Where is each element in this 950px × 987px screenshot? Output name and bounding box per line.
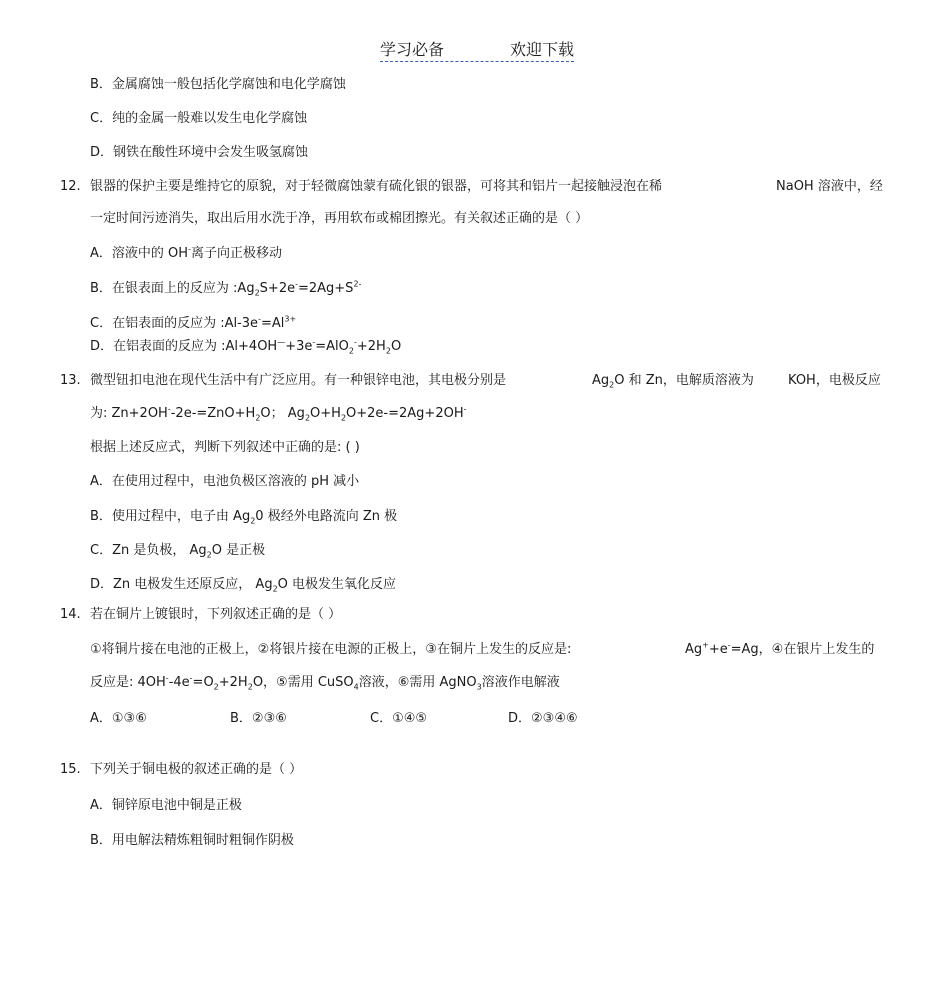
q14-option-a: A．①③⑥	[90, 711, 147, 726]
q13-stem-line3: 根据上述反应式，判断下列叙述中正确的是: ( )	[90, 440, 360, 455]
q11-option-c: C．纯的金属一般难以发生电化学腐蚀	[90, 111, 308, 126]
q12-stem-line1a: 银器的保护主要是维持它的原貌，对于轻微腐蚀蒙有硫化银的银器，可将其和铝片一起接触浸泡在稀	[90, 179, 663, 194]
q14-number: 14.	[60, 607, 81, 622]
q15-number: 15.	[60, 762, 81, 777]
q13-stem-line2: 为: $Zn+2OH^--2e-=ZnO+H_2O$； $Ag_2O+H_2O+2e-=2Ag+2OH^-$	[90, 404, 467, 423]
q12-option-a: A．溶液中的 OH-离子向正极移动	[90, 244, 282, 261]
header-left: 学习必备	[380, 40, 445, 59]
q12-option-d: D．在铝表面的反应为 $:Al+4OH^—+3e^-=AlO_2^-+2H_2O$	[90, 337, 402, 356]
q13-stem-line1d: KOH，电极反应	[788, 373, 881, 388]
q14-option-d: D．②③④⑥	[508, 711, 578, 726]
q15-option-a: A．铜锌原电池中铜是正极	[90, 798, 242, 813]
q13-option-d: D．Zn 电极发生还原反应， $Ag_2O$ 电极发生氧化反应	[90, 577, 397, 594]
page-header	[380, 40, 574, 62]
q13-option-a: A．在使用过程中，电池负极区溶液的 pH 减小	[90, 474, 360, 489]
q13-stem-line1b: $Ag_2O$ 和 Zn，电解质溶液为	[592, 373, 754, 390]
q13-option-c: C．Zn 是负极， $Ag_2O$ 是正极	[90, 543, 266, 560]
q14-stem: 若在铜片上镀银时，下列叙述正确的是（ ）	[90, 607, 342, 622]
q14-line2b: Ag++e-=Ag，④在银片上发生的	[685, 640, 875, 657]
q13-number: 13.	[60, 373, 81, 388]
q12-option-c: C．在铝表面的反应为 $:Al-3e^-=Al^{3+}$	[90, 314, 297, 331]
q14-option-b: B．②③⑥	[230, 711, 287, 726]
q12-number: 12.	[60, 179, 81, 194]
q12-option-b: B．在银表面上的反应为 $:Ag_2S+2e^-=2Ag+S^{2-}$	[90, 279, 362, 298]
q11-option-d: D．钢铁在酸性环境中会发生吸氢腐蚀	[90, 145, 309, 160]
q11-option-b: B．金属腐蚀一般包括化学腐蚀和电化学腐蚀	[90, 77, 346, 92]
q13-option-b: B．使用过程中，电子由 $Ag_20$ 极经外电路流向 Zn 极	[90, 509, 398, 526]
q13-stem-line1a: 微型钮扣电池在现代生活中有广泛应用。有一种银锌电池，其电极分别是	[90, 373, 507, 388]
q12-stem-line1b: NaOH 溶液中，经	[776, 179, 883, 194]
header-right: 欢迎下载	[510, 40, 575, 59]
q14-line2a: ①将铜片接在电池的正极上，②将银片接在电源的正极上，③在铜片上发生的反应是:	[90, 642, 572, 657]
q14-option-c: C．①④⑤	[370, 711, 428, 726]
q12-stem-line2: 一定时间污迹消失，取出后用水洗于净，再用软布或棉团擦光。有关叙述正确的是（ ）	[90, 211, 589, 226]
q15-option-b: B．用电解法精炼粗铜时粗铜作阴极	[90, 833, 294, 848]
q15-stem: 下列关于铜电极的叙述正确的是（ ）	[90, 762, 303, 777]
q14-line3: 反应是: $4OH^--4e^-=O_2+2H_2O$，⑤需用 CuSO$_4$溶液，⑥需用 AgNO$_3$溶液作电解液	[90, 673, 560, 692]
